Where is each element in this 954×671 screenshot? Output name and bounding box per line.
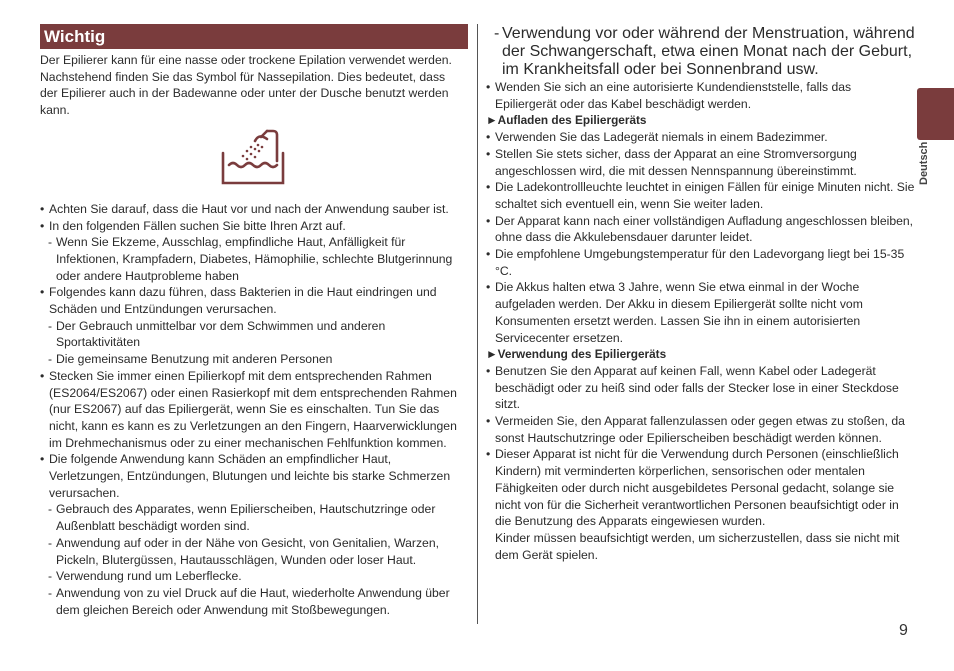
sub-list xyxy=(40,501,468,618)
sub-list-item: - Gebrauch des Apparates, wenn Epilierscheiben, Hautschutzringe oder Außenblatt beschädigt worden sind. xyxy=(40,501,468,534)
list-item: • Wenden Sie sich an eine autorisierte Kundendienststelle, falls das Epiliergerät oder das Kabel beschädigt werden. xyxy=(486,79,916,112)
sub-list xyxy=(40,234,468,284)
children-note: Kinder müssen beaufsichtigt werden, um sicherzustellen, dass sie nicht mit dem Gerät spielen. xyxy=(495,530,900,562)
section-heading: Wichtig xyxy=(40,24,468,49)
list-item: • Benutzen Sie den Apparat auf keinen Fall, wenn Kabel oder Ladegerät beschädigt oder zu heiß sind oder falls der Stecker lose in einer Steckdose sitzt. xyxy=(486,363,916,413)
use-list xyxy=(486,363,916,530)
sub-list-item: - Wenn Sie Ekzeme, Ausschlag, empfindliche Haut, Anfälligkeit für Infektionen, Krampfadern, Diabetes, Hämophilie, schlechte Blutgerinnung oder andere Hautprobleme haben xyxy=(40,234,468,284)
charging-list xyxy=(486,129,916,346)
sub-list xyxy=(40,318,468,368)
page-number: 9 xyxy=(899,622,908,639)
list-item: • Vermeiden Sie, den Apparat fallenzulassen oder gegen etwas zu stoßen, da sonst Hautschutzringe oder Epilierscheiben beschädigt werden können. xyxy=(486,413,916,446)
sub-list-item: - Die gemeinsame Benutzung mit anderen Personen xyxy=(40,351,468,368)
charging-section-title: ►Aufladen des Epiliergeräts xyxy=(486,113,647,128)
list-item: • Der Apparat kann nach einer vollständigen Aufladung angeschlossen bleiben, ohne dass die Akkulebensdauer darunter leidet. xyxy=(486,213,916,246)
language-tab xyxy=(917,88,954,140)
list-item: • Dieser Apparat ist nicht für die Verwendung durch Personen (einschließlich Kindern) mit verminderten körperlichen, sensorischen oder mentalen Fähigkeiten oder durch nicht ausgebildetes Personal gedacht, solange sie nicht von für die Sicherheit verantwortlichen Personen beaufsichtigt oder in die Benutzung des Apparats eingewiesen wurden. xyxy=(486,446,916,530)
bath-shower-icon xyxy=(221,129,287,189)
list-item: • Achten Sie darauf, dass die Haut vor und nach der Anwendung sauber ist. xyxy=(40,201,468,218)
list-item: • Folgendes kann dazu führen, dass Bakterien in die Haut eindringen und Schäden und Entzündungen verursachen. - Der Gebrauch unmittelbar vor dem Schwimmen und anderen Sportaktivitäten - Die gemeinsame Benutzung mit anderen Personen xyxy=(40,284,468,368)
list-item: • Die folgende Anwendung kann Schäden an empfindlicher Haut, Verletzungen, Entzündungen, Blutungen und leichte bis starke Schmerzen verursachen. - Gebrauch des Apparates, wenn Epilierscheiben, Hautschutzringe oder Außenblatt beschädigt worden sind. - Anwendung auf oder in der Nähe von Gesicht, von Genitalien, Warzen, Pickeln, Blutergüssen, Hautausschlägen, Wunden oder loser Haut. - Verwendung rund um Leberflecke. - Anwendung von zu viel Druck auf die Haut, wiederholte Anwendung über dem gleichen Bereich oder Anwendung mit Stoßbewegungen. xyxy=(40,451,468,618)
sub-list-item: - Anwendung von zu viel Druck auf die Haut, wiederholte Anwendung über dem gleichen Bereich oder Anwendung mit Stoßbewegungen. xyxy=(40,585,468,618)
sub-list-item: - Verwendung vor oder während der Menstruation, während der Schwangerschaft, etwa einen Monat nach der Geburt, im Krankheitsfall oder bei Sonnenbrand usw. xyxy=(486,25,916,79)
sub-list-item: - Verwendung rund um Leberflecke. xyxy=(40,568,468,585)
service-list xyxy=(486,79,916,112)
wet-use-symbol xyxy=(40,123,468,195)
list-item: • Stecken Sie immer einen Epilierkopf mit dem entsprechenden Rahmen (ES2064/ES2067) oder einen Rasierkopf mit dem entsprechenden Rahmen (nur ES2067) auf das Epiliergerät, wenn Sie es einschalten. Tun Sie das nicht, kann es kann es zu Verletzungen an den Fingern, Haarverwicklungen im Drehmechanismus oder zu einer mechanischen Fehlfunktion kommen. xyxy=(40,368,468,452)
list-item: • Die empfohlene Umgebungstemperatur für den Ladevorgang liegt bei 15-35 °C. xyxy=(486,246,916,279)
intro-paragraph: Der Epilierer kann für eine nasse oder trockene Epilation verwendet werden. Nachstehend finden Sie das Symbol für Nassepilation. Dies bedeutet, dass der Epilierer auch in der Badewanne oder unter der Dusche benutzt werden kann. xyxy=(40,53,452,118)
list-item: • Die Ladekontrollleuchte leuchtet in einigen Fällen für einige Minuten nicht. Sie schaltet sich eventuell ein, wenn Sie weiter laden. xyxy=(486,179,916,212)
left-column xyxy=(40,24,468,618)
language-tab-label: Deutsch xyxy=(918,142,930,186)
sub-list-item: - Anwendung auf oder in der Nähe von Gesicht, von Genitalien, Warzen, Pickeln, Blutergüssen, Hautausschlägen, Wunden oder loser Haut. xyxy=(40,535,468,568)
list-item: • Die Akkus halten etwa 3 Jahre, wenn Sie etwa einmal in der Woche aufgeladen werden. Der Akku in diesem Epiliergerät sollte nicht vom Konsumenten ersetzt werden. Lassen Sie ihn in einem autorisierten Servicecenter ersetzen. xyxy=(486,279,916,346)
list-item: • Stellen Sie stets sicher, dass der Apparat an eine Stromversorgung angeschlossen wird, die mit dessen Nennspannung übereinstimmt. xyxy=(486,146,916,179)
column-divider xyxy=(477,24,478,624)
sub-list-item: - Der Gebrauch unmittelbar vor dem Schwimmen und anderen Sportaktivitäten xyxy=(40,318,468,351)
right-column xyxy=(486,25,916,563)
list-item: • Verwenden Sie das Ladegerät niemals in einem Badezimmer. xyxy=(486,129,916,146)
list-item: • In den folgenden Fällen suchen Sie bitte Ihren Arzt auf. - Wenn Sie Ekzeme, Ausschlag, empfindliche Haut, Anfälligkeit für Infektionen, Krampfadern, Diabetes, Hämophilie, schlechte Blutgerinnung oder andere Hautprobleme haben xyxy=(40,218,468,285)
continued-sublist xyxy=(486,25,916,79)
use-section-title: ►Verwendung des Epiliergeräts xyxy=(486,347,667,362)
precautions-list xyxy=(40,201,468,619)
